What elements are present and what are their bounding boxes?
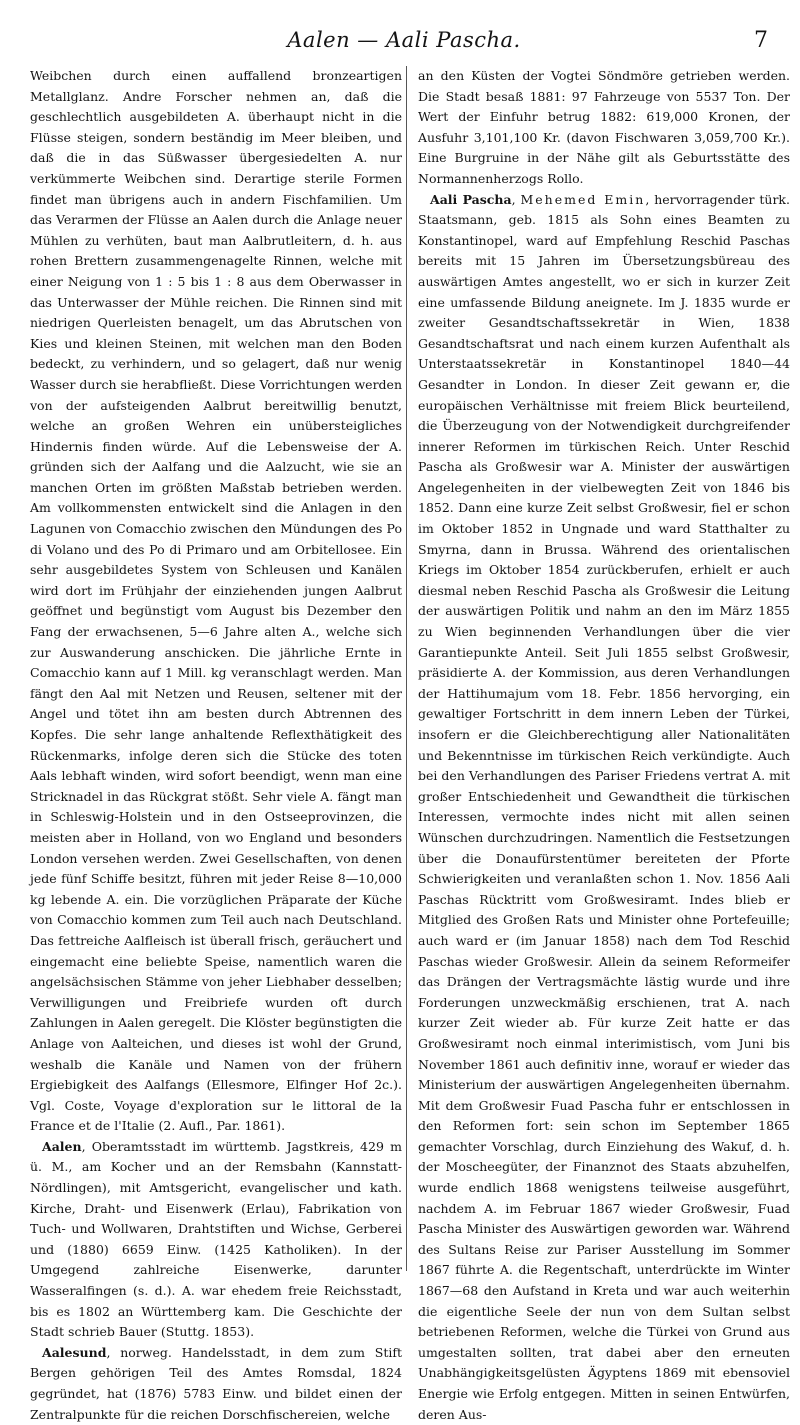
right-column <box>418 66 790 1425</box>
entry-text: , Oberamtsstadt im württemb. Jagstkreis, 429 m ü. M., am Kocher und an der Remsbahn (Kannstatt-Nördlingen), mit Amtsgericht, evangelischer und kath. Kirche, Draht- und Eisenwerk (Erlau), Fabrikation von Tuch- und Wollwaren, Drahtstiften und Wichse, Gerberei und (1880) 6659 Einw. (1425 Katholiken). In der Umgegend zahlreiche Eisenwerke, darunter Wasseralfingen (s. d.). A. war ehedem freie Reichsstadt, bis es 1802 an Württemberg kam. Die Geschichte der Stadt schrieb Bauer (Stuttg. 1853). <box>30 1138 402 1340</box>
headword: Aalesund <box>42 1344 107 1360</box>
column-divider <box>406 66 407 1271</box>
left-column <box>30 66 402 1425</box>
entry-text: , hervorragender türk. Staatsmann, geb. 1815 als Sohn eines Beamten zu Konstantinopel, ward auf Empfehlung Reschid Paschas bereits mit 15 Jahren im Übersetzungsbüreau des auswärtigen Amtes angestellt, wo er sich in kurzer Zeit eine umfassende Bildung aneignete. Im J. 1835 wurde er zweiter Gesandtschaftssekretär in Wien, 1838 Gesandtschaftsrat und nach einem kurzen Aufenthalt als Unterstaatssekretär in Konstantinopel 1840—44 Gesandter in London. In dieser Zeit gewann er, die europäischen Verhältnisse mit freiem Blick beurteilend, die Überzeugung von der Notwendigkeit durchgreifender innerer Reformen im türkischen Reich. Unter Reschid Pascha als Großwesir war A. Minister der auswärtigen Angelegenheiten in der vielbewegten Zeit von 1846 bis 1852. Dann eine kurze Zeit selbst Großwesir, fiel er schon im Oktober 1852 in Ungnade und ward Statthalter zu Smyrna, dann in Brussa. Während des orientalischen Kriegs im Oktober 1854 zurückberufen, erhielt er auch diesmal neben Reschid Pascha als Großwesir die Leitung der auswärtigen Politik und nahm an den im März 1855 zu Wien beginnenden Verhandlungen über die vier Garantiepunkte Anteil. Seit Juli 1855 selbst Großwesir, präsidierte A. der Kommission, aus deren Verhandlungen der Hattihumajum vom 18. Febr. 1856 hervorging, ein gewaltiger Fortschritt in dem innern Leben der Türkei, insofern er die Gleichberechtigung aller Nationalitäten und Bekenntnisse im türkischen Reich verkündigte. Auch bei den Verhandlungen des Pariser Friedens vertrat A. mit großer Entschiedenheit und Gewandtheit die türkischen Interessen, vermochte indes nicht mit allen seinen Wünschen durchzudringen. Namentlich die Festsetzungen über die Donaufürstentümer bereiteten der Pforte Schwierigkeiten und veranlaßten schon 1. Nov. 1856 Aali Paschas Rücktritt vom Großwesiramt. Indes blieb er Mitglied des Großen Rats und Minister ohne Portefeuille; auch ward er (im Januar 1858) nach dem Tod Reschid Paschas wieder Großwesir. Allein da seinem Reformeifer das Drängen der Vertragsmächte lästig wurde und ihre Forderungen unzweckmäßig erschienen, trat A. nach kurzer Zeit wieder ab. Für kurze Zeit hatte er das Großwesiramt noch einmal interimistisch, vom Juni bis November 1861 auch definitiv inne, worauf er wieder das Ministerium der auswärtigen Angelegenheiten übernahm. Mit dem Großwesir Fuad Pascha fuhr er entschlossen in den Reformen fort: sein schon im September 1865 gemachter Vorschlag, durch Einziehung des Wakuf, d. h. der Moscheegüter, der Finanznot des Staats abzuhelfen, wurde endlich 1868 wenigstens teilweise ausgeführt, nachdem A. im Februar 1867 wieder Großwesir, Fuad Pascha Minister des Auswärtigen geworden war. Während des Sultans Reise zur Pariser Ausstellung im Sommer 1867 führte A. die Regentschaft, unterdrückte im Winter 1867—68 den Aufstand in Kreta und war auch weiterhin die eigentliche Seele der nun von dem Sultan selbst betriebenen Reformen, welche die Türkei von Grund aus umgestalten sollten, trat dabei aber den erneuten Unabhängigkeitsgelüsten Ägyptens 1869 mit ebensoviel Energie wie Erfolg entgegen. Mitten in seinen Entwürfen, deren Aus- <box>418 191 790 1422</box>
person-name: Mehemed Emin <box>520 191 646 207</box>
entry-aalesund <box>30 1343 402 1425</box>
entry-aal-continuation: Weibchen durch einen auffallend bronzeartigen Metallglanz. Andre Forscher nehmen an, daß die geschlechtlich ausgebildeten A. überhaupt nicht in die Flüsse steigen, sondern beständig im Meer bleiben, und daß die in das Süßwasser übergesiedelten A. nur verkümmerte Weibchen sind. Derartige sterile Formen findet man übrigens auch in andern Fischfamilien. Um das Verarmen der Flüsse an Aalen durch die Anlage neuer Mühlen zu verhüten, baut man Aalbrutleitern, d. h. aus rohen Brettern zusammengenagelte Rinnen, welche mit einer Neigung von 1 : 5 bis 1 : 8 aus dem Oberwasser in das Unterwasser der Mühle reichen. Die Rinnen sind mit niedrigen Querleisten benagelt, um das Abrutschen von Kies und kleinen Steinen, mit welchen man den Boden bedeckt, zu verhindern, und so gelagert, daß nur wenig Wasser durch sie herabfließt. Diese Vorrichtungen werden von der aufsteigenden Aalbrut bereitwillig benutzt, welche an großen Wehren ein unübersteigliches Hindernis finden würde. Auf die Lebensweise der A. gründen sich der Aalfang und die Aalzucht, wie sie an manchen Orten im größten Maßstab betrieben werden. Am vollkommensten entwickelt sind die Anlagen in den Lagunen von Comacchio zwischen den Mündungen des Po di Volano und des Po di Primaro und am Orbitellosee. Ein sehr ausgebildetes System von Schleusen und Kanälen wird dort im Frühjahr der einziehenden jungen Aalbrut geöffnet und begünstigt vom August bis Dezember den Fang der erwachsenen, 5—6 Jahre alten A., welche sich zur Auswanderung anschicken. Die jährliche Ernte in Comacchio kann auf 1 Mill. kg veranschlagt werden. Man fängt den Aal mit Netzen und Reusen, seltener mit der Angel und tötet ihn am besten durch Abtrennen des Kopfes. Die sehr lange anhaltende Reflexthätigkeit des Rückenmarks, infolge deren sich die Stücke des toten Aals lebhaft winden, wird sofort beendigt, wenn man eine Stricknadel in das Rückgrat stößt. Sehr viele A. fängt man in Schleswig-Holstein und in den Ostseeprovinzen, die meisten aber in Holland, von wo England und besonders London versehen werden. Zwei Gesellschaften, von denen jede fünf Schiffe besitzt, führen mit jeder Reise 8—10,000 kg lebende A. ein. Die vorzüglichen Präparate der Küche von Comacchio kommen zum Teil auch nach Deutschland. Das fettreiche Aalfleisch ist überall frisch, geräuchert und eingemacht eine beliebte Speise, namentlich waren die angelsächsischen Stämme von jeher Liebhaber desselben; Verwilligungen und Freibriefe wurden oft durch Zahlungen in Aalen geregelt. Die Klöster begünstigten die Anlage von Aalteichen, und dieses ist wohl der Grund, weshalb die Kanäle und Namen von der frühern Ergiebigkeit des Aalfangs (Ellesmore, Elfinger Hof 2c.). Vgl. Coste, Voyage d'exploration sur le littoral de la France et de l'Italie (2. Aufl., Par. 1861). <box>30 68 402 1134</box>
page-number: 7 <box>754 28 768 53</box>
entry-text: , norweg. Handelsstadt, in dem zum Stift Bergen gehörigen Teil des Amtes Romsdal, 1824 gegründet, hat (1876) 5783 Einw. und bildet einen der Zentralpunkte für die reichen Dorschfischereien, welche <box>30 1344 402 1422</box>
entry-aalesund-continuation: an den Küsten der Vogtei Söndmöre getrieben werden. Die Stadt besaß 1881: 97 Fahrzeuge von 5537 Ton. Der Wert der Einfuhr betrug 1882: 619,000 Kronen, der Ausfuhr 3,101,100 Kr. (davon Fischwaren 3,059,700 Kr.). Eine Burgruine in der Nähe gilt als Geburtsstätte des Normannenherzogs Rollo. <box>418 68 790 186</box>
running-title: Aalen — Aali Pascha. <box>287 28 521 52</box>
headword: Aali Pascha <box>430 191 512 207</box>
headword: Aalen <box>42 1138 82 1154</box>
entry-aali-pascha <box>418 190 790 1425</box>
entry-aalen <box>30 1137 402 1343</box>
page-header <box>30 28 778 58</box>
comma: , <box>511 191 521 207</box>
